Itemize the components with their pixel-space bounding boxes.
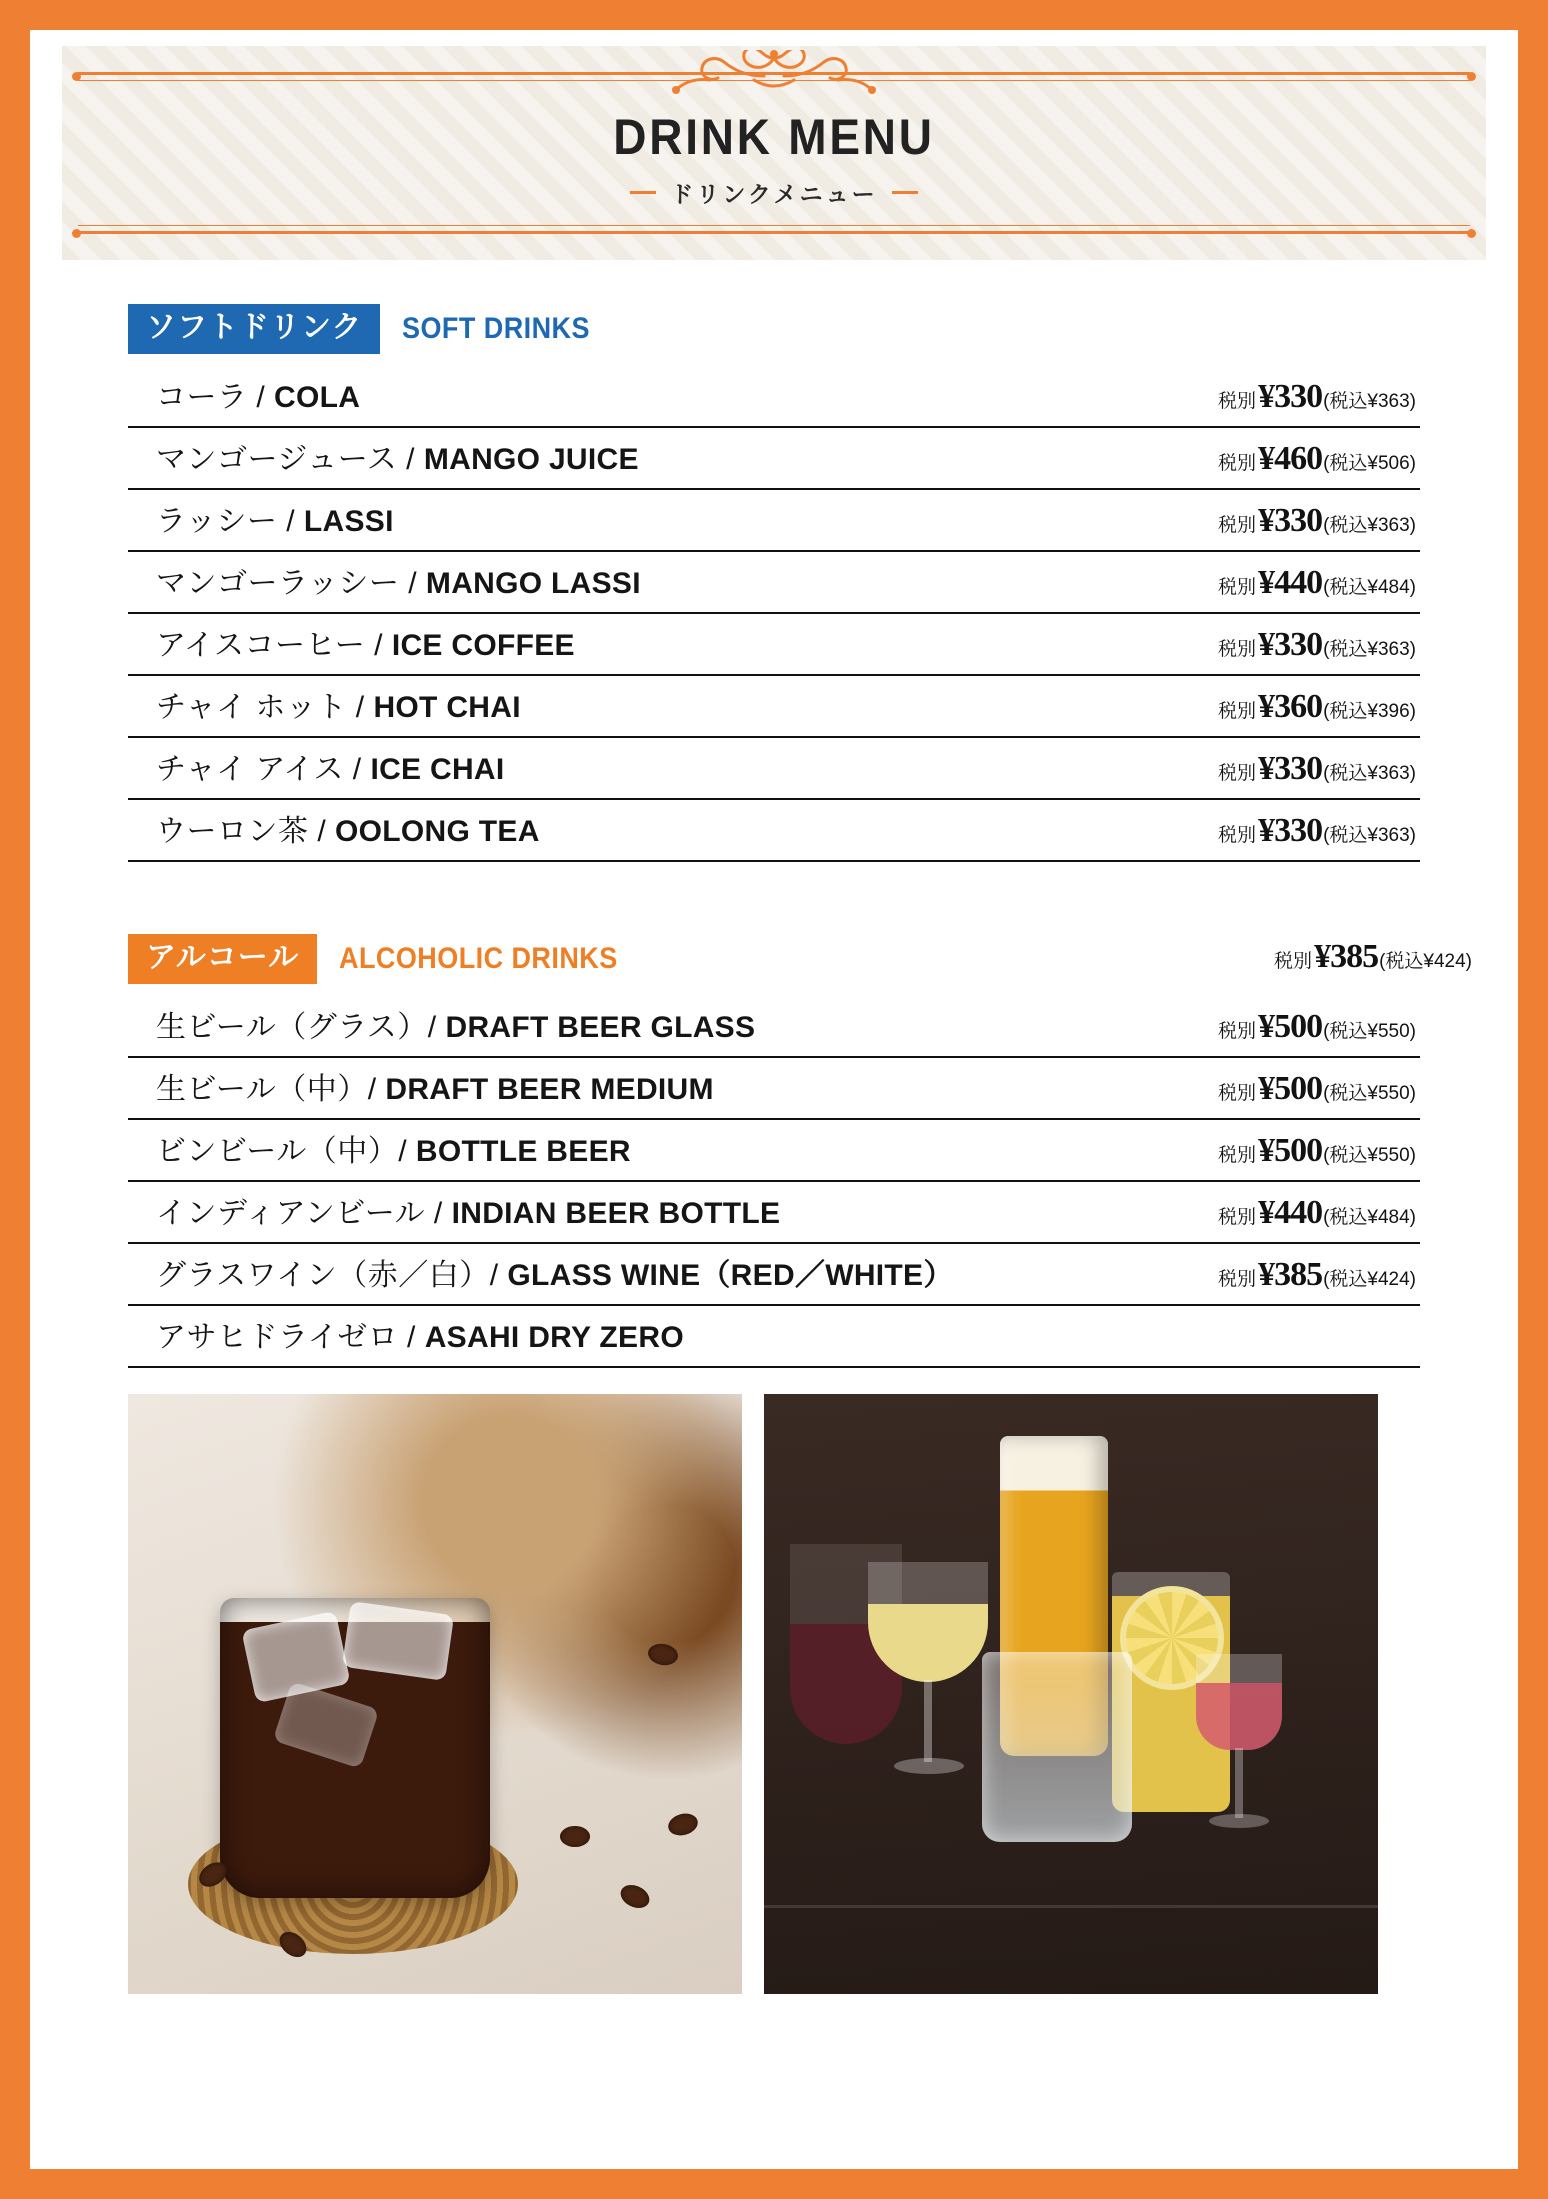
glass-bowl [1196,1654,1282,1750]
glass-stem [924,1680,932,1762]
item-price: 税別 ¥500 (税込¥550) [1218,1070,1416,1107]
menu-row [128,366,1420,428]
section-alcoholic-drinks [76,934,1472,1368]
item-name: マンゴージュース / MANGO JUICE [156,443,639,476]
cola-glass-shape [220,1598,490,1898]
cordial-glass-shape [1196,1654,1282,1844]
item-name: インディアンビール / INDIAN BEER BOTTLE [156,1197,781,1230]
rocks-glass-shape [982,1652,1132,1842]
menu-sheet [30,46,1518,2181]
photo-row [128,1394,1420,1994]
coffee-bean [617,1881,653,1913]
header-dot-bottom-left [72,229,81,238]
menu-row [128,552,1420,614]
item-price: 税別 ¥460 (税込¥506) [1218,440,1416,477]
item-name: 生ビール（中）/ DRAFT BEER MEDIUM [156,1073,714,1106]
flourish-ornament-icon [62,50,1486,106]
coffee-bean [646,1642,679,1668]
item-name: ラッシー / LASSI [156,505,394,538]
section-soft-drinks [76,304,1472,862]
header-rule-bottom-thin [78,225,1470,226]
item-name: アサヒドライゼロ / ASAHI DRY ZERO [156,1321,684,1354]
menu-row [128,1306,1420,1368]
alcohol-list [128,996,1420,1368]
menu-row [128,1058,1420,1120]
item-price: 税別 ¥385 (税込¥424) [1218,1256,1416,1293]
ice-cube [342,1601,454,1681]
section-header-alcohol [128,934,1472,984]
iced-coffee-photo [128,1394,742,1994]
header-rule-bottom [78,231,1470,234]
menu-row [128,738,1420,800]
item-price [1413,1356,1416,1360]
coffee-bean [666,1810,700,1838]
item-price: 税別 ¥440 (税込¥484) [1218,1194,1416,1231]
soft-drink-list [128,366,1420,862]
glass-foot [894,1758,964,1774]
section-title-alcohol: ALCOHOLIC DRINKS [339,942,618,975]
menu-row [128,1182,1420,1244]
section-badge-alcohol: アルコール [128,934,317,984]
section-header-price: 税別 ¥385 (税込¥424) [1274,938,1472,975]
white-wine-glass-shape [868,1562,988,1792]
item-price: 税別 ¥440 (税込¥484) [1218,564,1416,601]
coffee-bean [560,1826,590,1847]
menu-header [62,46,1486,260]
subtitle-dash-left [630,191,656,194]
item-price: 税別 ¥330 (税込¥363) [1218,378,1416,415]
item-price: 税別 ¥500 (税込¥550) [1218,1132,1416,1169]
item-name: グラスワイン（赤／白）/ GLASS WINE（RED／WHITE） [156,1259,954,1292]
menu-row [128,490,1420,552]
page-subtitle: ドリンクメニュー [670,181,878,207]
item-name: チャイ ホット / HOT CHAI [156,691,521,724]
table-edge-line [764,1905,1378,1908]
subtitle-dash-right [892,191,918,194]
ice-cube [273,1681,380,1768]
item-name: ウーロン茶 / OOLONG TEA [156,815,540,848]
item-name: 生ビール（グラス）/ DRAFT BEER GLASS [156,1011,756,1044]
menu-row [128,800,1420,862]
item-price: 税別 ¥330 (税込¥363) [1218,626,1416,663]
menu-row [128,996,1420,1058]
section-badge-soft: ソフトドリンク [128,304,380,354]
item-price: 税別 ¥330 (税込¥363) [1218,812,1416,849]
header-center-block [62,46,1486,209]
item-name: コーラ / COLA [156,381,361,414]
item-price: 税別 ¥360 (税込¥396) [1218,688,1416,725]
item-name: アイスコーヒー / ICE COFFEE [156,629,575,662]
menu-row [128,614,1420,676]
menu-row [128,676,1420,738]
page-subtitle-row [62,176,1486,209]
menu-row [128,428,1420,490]
item-price: 税別 ¥330 (税込¥363) [1218,750,1416,787]
menu-row [128,1120,1420,1182]
alcoholic-drinks-photo [764,1394,1378,1994]
menu-border [18,18,1530,2181]
item-name: マンゴーラッシー / MANGO LASSI [156,567,641,600]
glass-bowl [868,1562,988,1682]
section-header-soft [128,304,1472,354]
glass-stem [1235,1748,1243,1818]
glass-foot [1209,1814,1269,1828]
item-price: 税別 ¥330 (税込¥363) [1218,502,1416,539]
item-name: ビンビール（中）/ BOTTLE BEER [156,1135,631,1168]
section-title-soft: SOFT DRINKS [402,312,591,345]
header-dot-bottom-right [1467,229,1476,238]
item-name: チャイ アイス / ICE CHAI [156,753,505,786]
page-title: DRINK MENU [613,109,935,165]
menu-row [128,1244,1420,1306]
item-price: 税別 ¥500 (税込¥550) [1218,1008,1416,1045]
